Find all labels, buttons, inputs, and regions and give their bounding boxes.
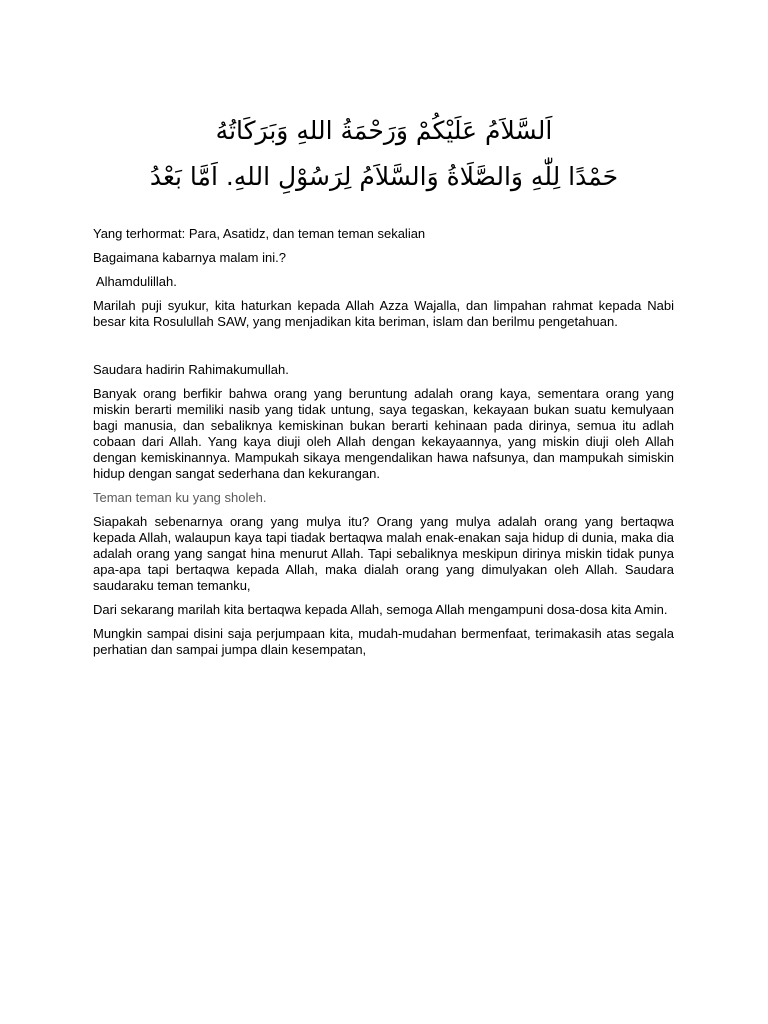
arabic-hamdalah-line: حَمْدًا لِلّٰهِ وَالصَّلَاةُ وَالسَّلاَمُ لِرَسُوْلِ اللهِ. اَمَّا بَعْدُ: [149, 162, 619, 191]
paragraph-syukur: Marilah puji syukur, kita haturkan kepada Allah Azza Wajalla, dan limpahan rahmat kepada Nabi besar kita Rosulullah SAW, yang menjadikan kita beriman, islam dan berilmu pengetahuan.: [93, 298, 674, 329]
arabic-salam-line: اَلسَّلاَمُ عَلَيْكُمْ وَرَحْمَةُ اللهِ وَبَرَكَاتُهُ: [215, 116, 553, 145]
paragraph-orang-mulya: Siapakah sebenarnya orang yang mulya itu? Orang yang mulya adalah orang yang bertaqwa kepada Allah, walaupun kaya tapi tiadak bertaqwa malah enak-enakan saja hidup di dunia, maka dia adalah orang yang sangat hina menurut Allah. Tapi sebaliknya meskipun dirinya miskin tidak punya apa-apa tapi bertaqwa kepada Allah, maka dialah orang yang dimulyakan oleh Allah. Saudara saudaraku teman temanku,: [93, 514, 674, 593]
paragraph-bertaqwa: Dari sekarang marilah kita bertaqwa kepada Allah, semoga Allah mengampuni dosa-dosa kita Amin.: [93, 602, 668, 617]
paragraph-saudara-hadirin: Saudara hadirin Rahimakumullah.: [93, 362, 289, 377]
paragraph-kaya-miskin: Banyak orang berfikir bahwa orang yang beruntung adalah orang kaya, sementara orang yang miskin berarti memiliki nasib yang tidak untung, saya tegaskan, kekayaan bukan suatu kemulyaan bagi manusia, dan sebaliknya kemiskinan bukan berarti kehinaan pada dirinya, semua itu adlah cobaan dari Allah. Yang kaya diuji oleh Allah dengan kekayaannya, yang miskin diuji oleh Allah dengan kemiskinannya. Mampukah sikaya mengendalikan hawa nafsunya, dan mampukah simiskin hidup dengan sangat sederhana dan kekurangan.: [93, 386, 674, 481]
paragraph-penutup: Mungkin sampai disini saja perjumpaan kita, mudah-mudahan bermenfaat, terimakasih atas segala perhatian dan sampai jumpa dlain kesempatan,: [93, 626, 674, 657]
paragraph-question: Bagaimana kabarnya malam ini.?: [93, 250, 286, 265]
document-body: [93, 226, 674, 666]
paragraph-teman-sholeh: Teman teman ku yang sholeh.: [93, 490, 267, 505]
arabic-greeting: [60, 108, 708, 200]
paragraph-alhamdulillah: Alhamdulillah.: [93, 274, 177, 289]
paragraph-spacer: [93, 338, 674, 362]
paragraph-greeting: Yang terhormat: Para, Asatidz, dan teman teman sekalian: [93, 226, 426, 241]
